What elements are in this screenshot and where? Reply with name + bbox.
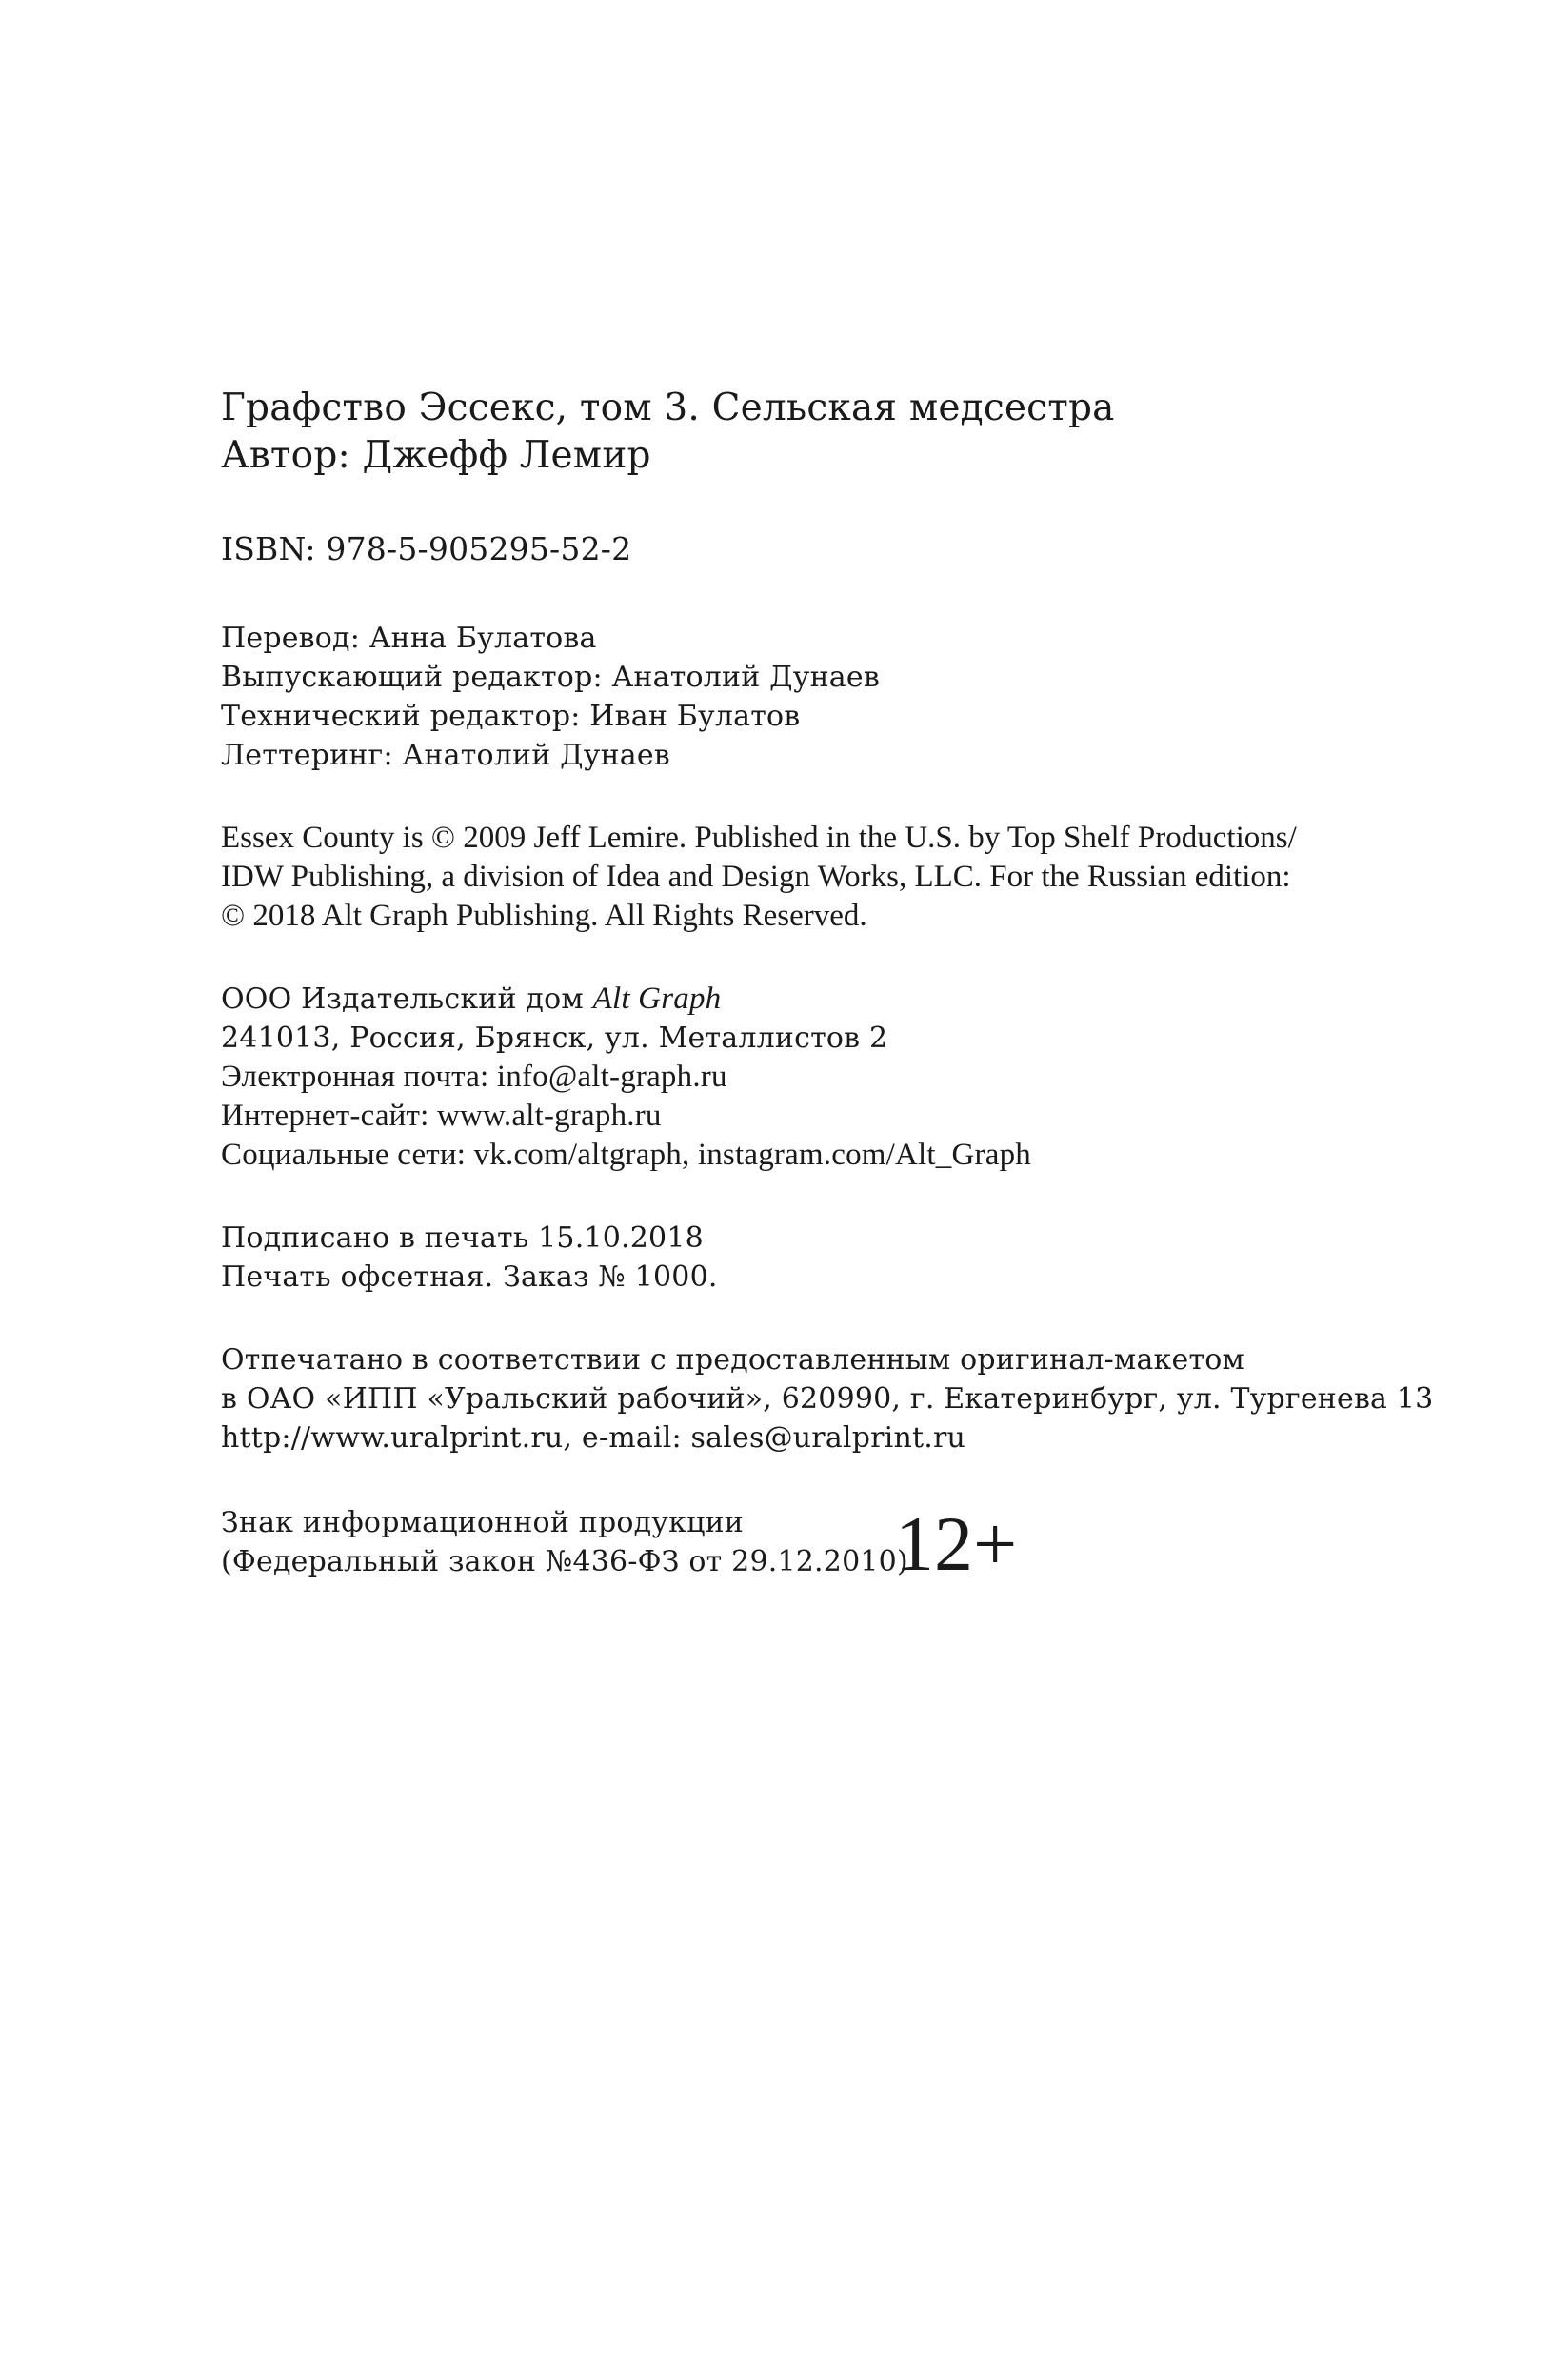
printer-line: http://www.uralprint.ru, e-mail: sales@uralprint.ru <box>221 1421 966 1455</box>
age-rating-law: (Федеральный закон №436-ФЗ от 29.12.2010) <box>221 1545 908 1578</box>
age-rating-label: Знак информационной продукции <box>221 1506 744 1539</box>
copyright-line: © 2018 Alt Graph Publishing. All Rights Reserved. <box>221 899 867 933</box>
publisher-name-prefix: ООО Издательский дом <box>221 982 593 1016</box>
managing-editor-line: Выпускающий редактор: Анатолий Дунаев <box>221 661 880 694</box>
author-line: Автор: Джефф Лемир <box>221 434 651 477</box>
publisher-block <box>221 980 1459 1175</box>
lettering-line: Леттеринг: Анатолий Дунаев <box>221 739 670 772</box>
technical-editor-line: Технический редактор: Иван Булатов <box>221 700 801 733</box>
printer-line: в ОАО «ИПП «Уральский рабочий», 620990, г. Екатеринбург, ул. Тургенева 13 <box>221 1382 1434 1416</box>
print-order-line: Печать офсетная. Заказ № 1000. <box>221 1260 718 1294</box>
age-rating-mark: 12+ <box>895 1500 1018 1587</box>
book-title-block <box>221 385 1459 480</box>
publisher-name-line <box>221 980 1459 1019</box>
print-info-block <box>221 1219 1459 1297</box>
age-rating-block <box>221 1500 1459 1587</box>
publisher-social: Социальные сети: vk.com/altgraph, instagram.com/Alt_Graph <box>221 1138 1031 1172</box>
copyright-line: Essex County is © 2009 Jeff Lemire. Published in the U.S. by Top Shelf Productions/ <box>221 821 1297 855</box>
publisher-email: Электронная почта: info@alt-graph.ru <box>221 1060 727 1094</box>
print-date-line: Подписано в печать 15.10.2018 <box>221 1221 704 1255</box>
printer-block <box>221 1340 1459 1458</box>
publisher-website: Интернет-сайт: www.alt-graph.ru <box>221 1099 662 1133</box>
translator-line: Перевод: Анна Булатова <box>221 622 597 655</box>
copyright-block <box>221 819 1459 936</box>
copyright-line: IDW Publishing, a division of Idea and Design Works, LLC. For the Russian edition: <box>221 860 1291 894</box>
credits-block <box>221 619 1459 775</box>
imprint-text <box>221 385 1459 1587</box>
publisher-address: 241013, Россия, Брянск, ул. Металлистов 2 <box>221 1021 888 1055</box>
printer-line: Отпечатано в соответствии с предоставленным оригинал-макетом <box>221 1343 1245 1377</box>
publisher-brand: Alt Graph <box>592 982 722 1016</box>
book-title: Графство Эссекс, том 3. Сельская медсестра <box>221 387 1115 429</box>
isbn-line: ISBN: 978-5-905295-52-2 <box>221 530 632 567</box>
